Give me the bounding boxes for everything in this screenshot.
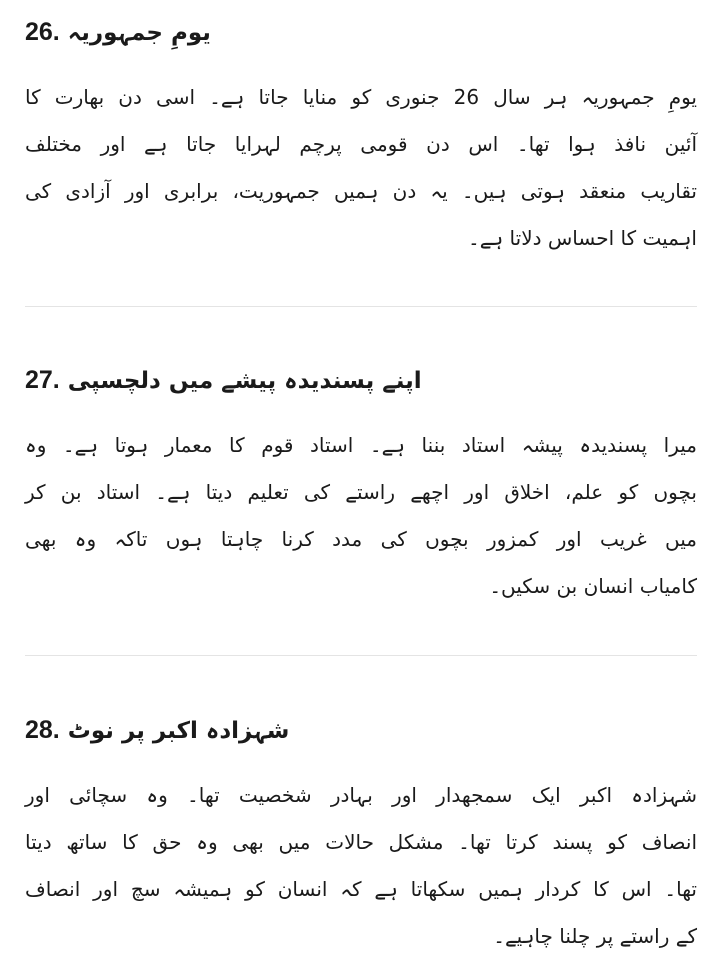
- paragraph-line: میرا پسندیدہ پیشہ استاد بننا ہے۔ استاد قوم کا معمار ہوتا ہے۔ وہ: [25, 433, 697, 457]
- section-title: یومِ جمہوریہ: [67, 20, 211, 46]
- paragraph-line: شہزادہ اکبر ایک سمجھدار اور بہادر شخصیت تھا۔ وہ سچائی اور: [25, 783, 697, 807]
- paragraph-line: کامیاب انسان بن سکیں۔: [489, 574, 697, 598]
- section-divider: [25, 306, 697, 307]
- section-title: شہزادہ اکبر پر نوٹ: [67, 718, 290, 744]
- paragraph-line: اہمیت کا احساس دلاتا ہے۔: [468, 226, 697, 250]
- section-27: [25, 360, 697, 610]
- section-paragraph: [25, 772, 697, 960]
- section-paragraph: [25, 74, 697, 262]
- section-28: [25, 710, 697, 960]
- paragraph-line: انصاف کو پسند کرتا تھا۔ مشکل حالات میں بھی وہ حق کا ساتھ دیتا: [25, 830, 697, 854]
- section-26: [25, 12, 697, 262]
- section-heading: [25, 12, 697, 52]
- section-heading: [25, 710, 697, 750]
- section-number: 28.: [25, 716, 60, 744]
- paragraph-line: آئین نافذ ہوا تھا۔ اس دن قومی پرچم لہرایا جاتا ہے اور مختلف: [25, 132, 697, 156]
- paragraph-line: تھا۔ اس کا کردار ہمیں سکھاتا ہے کہ انسان کو ہمیشہ سچ اور انصاف: [25, 877, 697, 901]
- paragraph-line: کے راستے پر چلنا چاہیے۔: [493, 924, 697, 948]
- section-paragraph: [25, 422, 697, 610]
- section-title: اپنے پسندیدہ پیشے میں دلچسپی: [67, 368, 422, 394]
- section-heading: [25, 360, 697, 400]
- section-number: 27.: [25, 366, 60, 394]
- paragraph-line: یومِ جمہوریہ ہر سال 26 جنوری کو منایا جاتا ہے۔ اسی دن بھارت کا: [25, 85, 697, 109]
- paragraph-line: بچوں کو علم، اخلاق اور اچھے راستے کی تعلیم دیتا ہے۔ استاد بن کر: [25, 480, 697, 504]
- paragraph-line: تقاریب منعقد ہوتی ہیں۔ یہ دن ہمیں جمہوریت، برابری اور آزادی کی: [25, 179, 697, 203]
- section-divider: [25, 655, 697, 656]
- paragraph-line: میں غریب اور کمزور بچوں کی مدد کرنا چاہتا ہوں تاکہ وہ بھی: [25, 527, 697, 551]
- section-number: 26.: [25, 18, 60, 46]
